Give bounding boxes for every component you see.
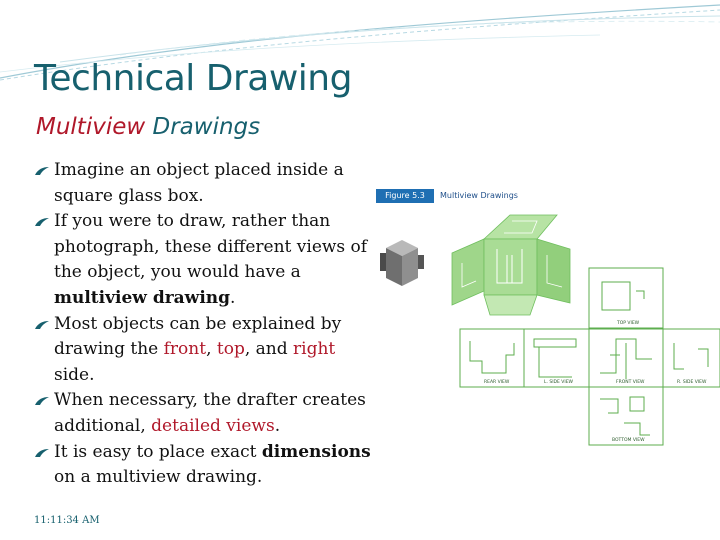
bullet-text: on a multiview drawing.	[54, 467, 263, 488]
object-3d-icon	[380, 240, 424, 286]
bullet-text: If you were to draw, rather than photograph, these different views of the object, you would have a	[54, 211, 368, 283]
top-view-panel	[589, 268, 663, 328]
figure-number: Figure 5.3	[376, 189, 434, 203]
front-view-panel	[589, 329, 663, 387]
bullet-item	[34, 312, 379, 389]
rear-view-label: REAR VIEW	[484, 380, 510, 385]
bullet-text: , and	[244, 339, 294, 360]
bullet-text: When necessary, the drafter creates additional,	[54, 390, 366, 436]
bullet-list	[34, 158, 379, 491]
front-view-label: FRONT VIEW	[616, 380, 645, 385]
bullet-item	[34, 209, 379, 311]
bullet-wing-icon	[34, 396, 50, 406]
bottom-view-label: BOTTOM VIEW	[612, 438, 645, 443]
bullet-text: .	[230, 287, 236, 308]
multiview-illustration	[372, 183, 720, 446]
rear-view-panel	[460, 329, 524, 387]
bullet-text: Most objects can be explained by drawing the	[54, 313, 342, 360]
bullet-wing-icon	[34, 448, 50, 458]
slide-timestamp: 11:11:34 AM	[34, 515, 100, 526]
bullet-text: It is easy to place exact	[54, 441, 262, 462]
right-side-view-label: R. SIDE VIEW	[677, 380, 707, 385]
bullet-text: ,	[206, 339, 217, 360]
subtitle-multiview: Multiview	[36, 114, 146, 140]
multiview-figure	[372, 183, 720, 446]
bullet-text: Imagine an object placed inside a square glass box.	[54, 160, 344, 206]
bullet-wing-icon	[34, 320, 50, 330]
left-side-view-panel	[524, 329, 589, 387]
bottom-view-panel	[589, 387, 663, 445]
bullet-text: detailed views	[151, 415, 275, 436]
slide-title: Technical Drawing	[34, 58, 352, 99]
figure-title: Multiview Drawings	[440, 191, 518, 200]
bullet-text: dimensions	[261, 441, 371, 462]
right-side-view-panel	[663, 329, 720, 387]
bullet-item	[34, 158, 379, 209]
bullet-item	[34, 388, 379, 439]
slide-subtitle	[36, 114, 260, 140]
left-side-view-label: L. SIDE VIEW	[544, 380, 573, 385]
bullet-text: right	[293, 339, 336, 360]
bullet-item	[34, 440, 379, 491]
top-view-label: TOP VIEW	[617, 321, 640, 326]
subtitle-drawings: Drawings	[145, 114, 261, 140]
bullet-text: top	[216, 339, 245, 360]
bullet-text: front	[163, 339, 207, 360]
bullet-wing-icon	[34, 166, 50, 176]
bullet-wing-icon	[34, 217, 50, 227]
bullet-text: .	[274, 415, 281, 436]
glass-box-illustration	[452, 215, 570, 315]
bullet-text: side.	[54, 364, 95, 385]
bullet-text: multiview drawing	[54, 287, 231, 308]
